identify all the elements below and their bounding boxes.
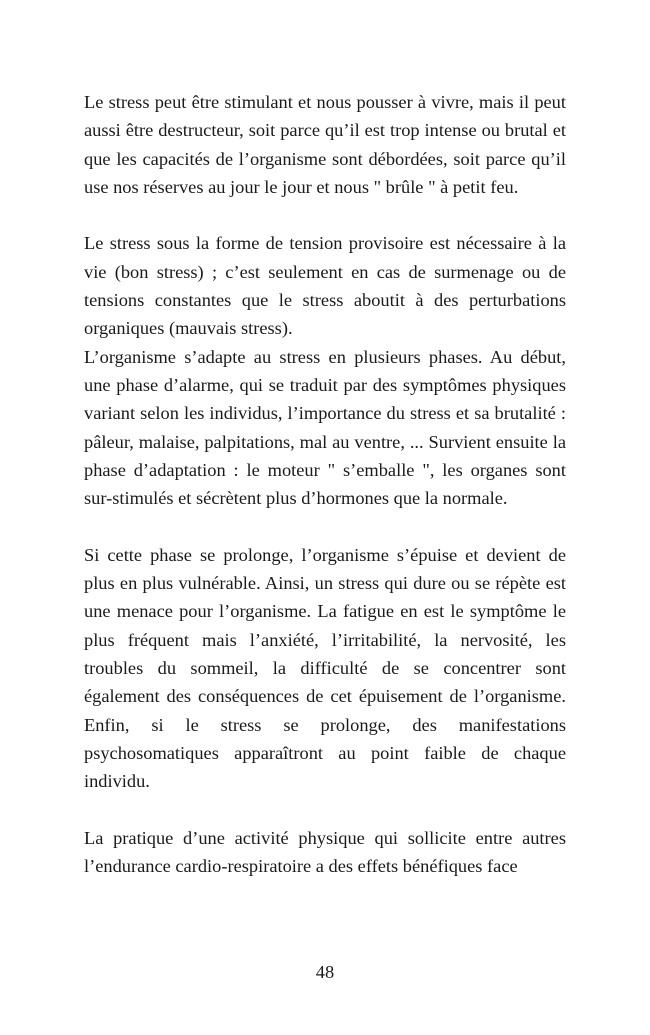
paragraph-stress-stimulant: Le stress peut être stimulant et nous pousser à vivre, mais il peut aussi être destructeur, soit parce qu’il est trop intense ou brutal et que les capacités de l’organisme sont débordées, soit parce qu’il use nos réserves au jour le jour et nous " brûle " à petit feu. — [84, 92, 566, 197]
paragraph-epuisement: Si cette phase se prolonge, l’organisme s’épuise et devient de plus en plus vulnérable. Ainsi, un stress qui dure ou se répète est une menace pour l’organisme. La fatigue en est le symptôme le plus fréquent mais l’anxiété, l’irritabilité, la nervosité, les troubles du sommeil, la difficulté de se concentrer sont également des conséquences de cet épuisement de l’organisme. Enfin, si le stress se prolonge, des manifestations psychosomatiques apparaîtront au point faible de chaque individu. — [84, 544, 566, 792]
page-body — [84, 88, 566, 880]
paragraph-activite-physique: La pratique d’une activité physique qui sollicite entre autres l’endurance cardio-respiratoire a des effets bénéfiques face — [84, 827, 566, 877]
paragraph-adaptation-phases: L’organisme s’adapte au stress en plusieurs phases. Au début, une phase d’alarme, qui se traduit par des symptômes physiques variant selon les individus, l’importance du stress et sa brutalité : pâleur, malaise, palpitations, mal au ventre, ... Survient ensuite la phase d’adaptation : le moteur " s’emballe ", les organes sont sur-stimulés et sécrètent plus d’hormones que la normale. — [84, 346, 566, 509]
page-number: 48 — [315, 962, 335, 982]
paragraph-tension-provisoire: Le stress sous la forme de tension provisoire est nécessaire à la vie (bon stress) ; c’est seulement en cas de surmenage ou de tensions constantes que le stress aboutit à des perturbations organiques (mauvais stress). — [84, 233, 566, 339]
